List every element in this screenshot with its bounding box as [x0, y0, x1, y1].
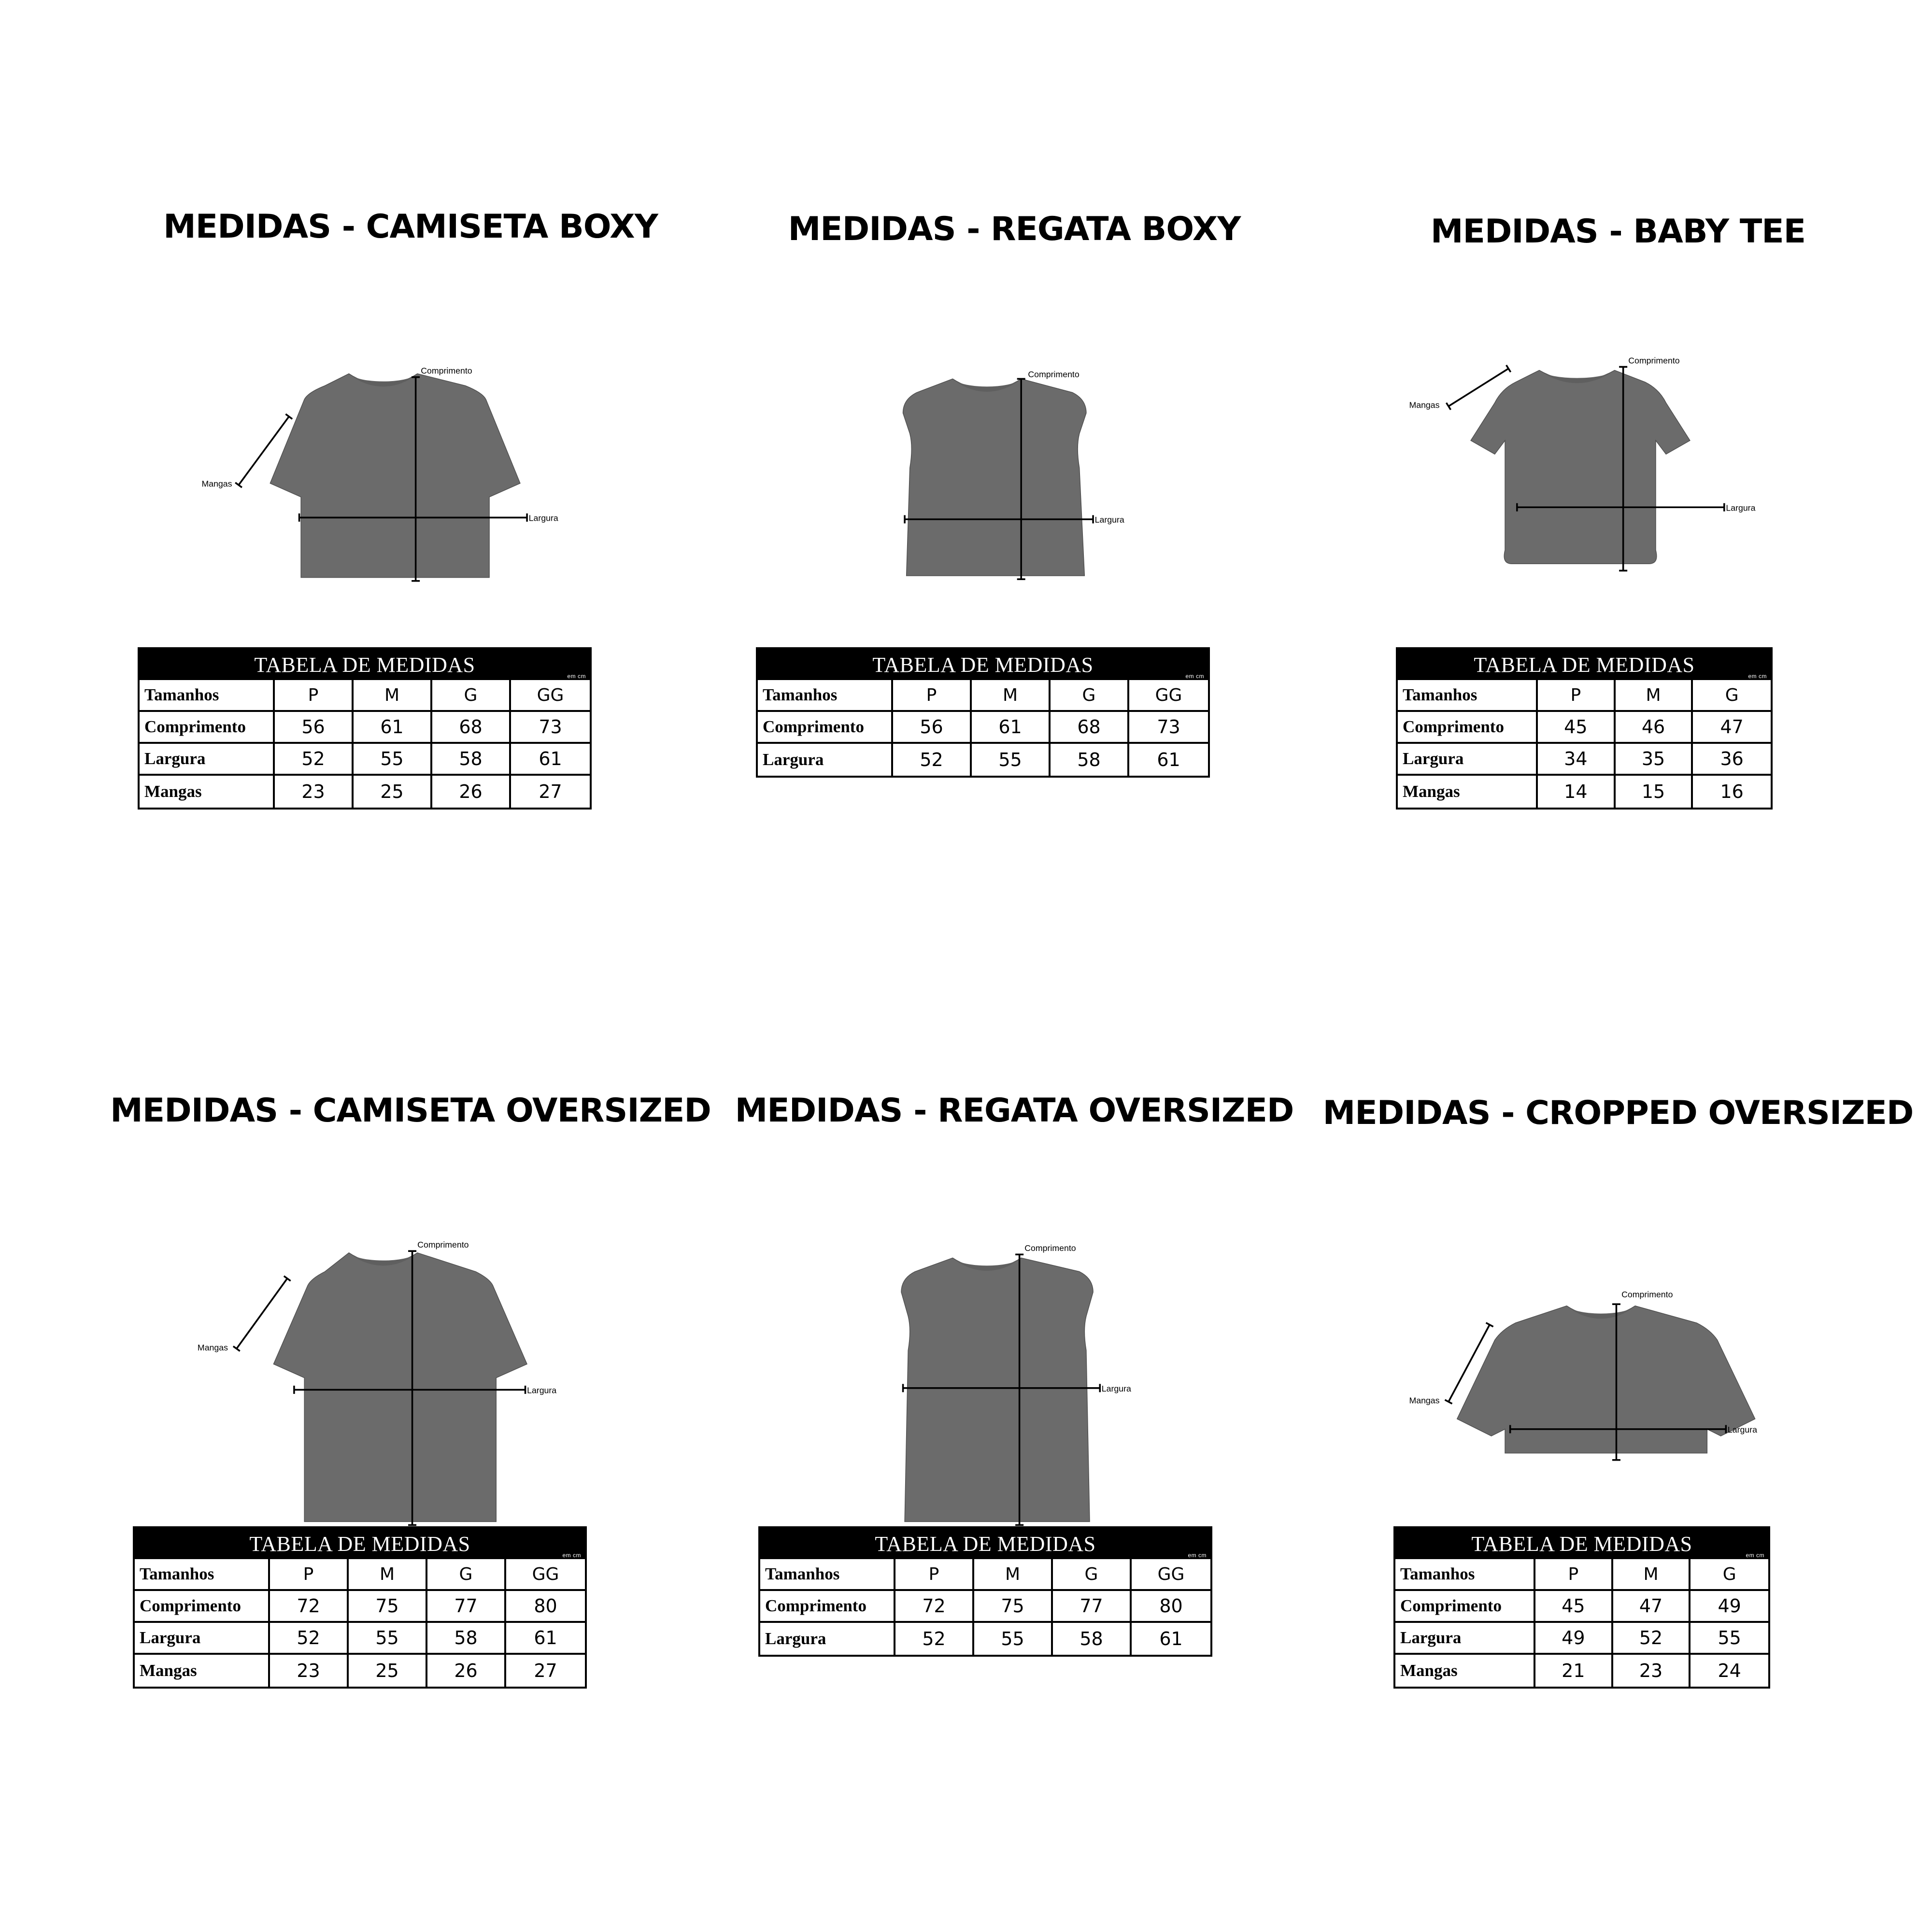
unit-note: em cm	[1748, 673, 1767, 680]
measure-label-cell: Mangas	[140, 776, 275, 808]
measure-value-cell: 80	[506, 1591, 585, 1623]
measure-value-cell: 73	[1129, 712, 1208, 744]
measure-label-cell: Largura	[1398, 744, 1538, 776]
size-table-header	[140, 649, 590, 680]
measure-value-cell: 52	[1613, 1623, 1691, 1655]
size-table-header	[1395, 1528, 1768, 1559]
size-label-cell: Tamanhos	[1398, 680, 1538, 712]
size-panel-cropped-tee	[1304, 1072, 1932, 1758]
measure-value-cell: 61	[354, 712, 432, 744]
measure-value-cell: 72	[270, 1591, 349, 1623]
size-table-grid	[1395, 1559, 1768, 1687]
sleeve-label: Mangas	[197, 1342, 228, 1352]
size-label-cell: Tamanhos	[140, 680, 275, 712]
unit-note: em cm	[567, 673, 586, 680]
measure-value-cell: 52	[893, 744, 972, 776]
garment-illustration	[97, 1169, 724, 1546]
measure-value-cell: 52	[270, 1623, 349, 1655]
size-table-grid	[758, 680, 1208, 776]
measure-label-cell: Largura	[758, 744, 893, 776]
measure-value-cell: 55	[354, 744, 432, 776]
measure-value-cell: 49	[1535, 1623, 1613, 1655]
measure-value-cell: 23	[1613, 1655, 1691, 1687]
size-table	[138, 647, 592, 810]
measure-value-cell: 55	[972, 744, 1051, 776]
measure-value-cell: 75	[974, 1591, 1053, 1623]
size-header-cell: M	[974, 1559, 1053, 1591]
measure-value-cell: 25	[349, 1655, 427, 1687]
measure-value-cell: 46	[1616, 712, 1693, 744]
measure-value-cell: 23	[270, 1655, 349, 1687]
measure-value-cell: 56	[893, 712, 972, 744]
measure-label-cell: Comprimento	[1398, 712, 1538, 744]
size-table-title: TABELA DE MEDIDAS	[1474, 653, 1695, 677]
unit-note: em cm	[1746, 1552, 1764, 1559]
measure-value-cell: 24	[1718, 1660, 1741, 1681]
size-header-cell: M	[354, 680, 432, 712]
size-header-cell: G	[1053, 1559, 1132, 1591]
measure-label-cell: Comprimento	[140, 712, 275, 744]
measure-label-cell: Mangas	[1398, 776, 1538, 808]
sleeve-label: Mangas	[201, 479, 232, 489]
measure-value-cell: 58	[1053, 1623, 1132, 1655]
measure-value-cell: 72	[895, 1591, 974, 1623]
measure-label-cell: Mangas	[135, 1655, 270, 1687]
size-header-cell: P	[270, 1559, 349, 1591]
measure-value-cell: 45	[1538, 712, 1616, 744]
measure-value-cell: 36	[1693, 744, 1771, 776]
size-header-cell: P	[893, 680, 972, 712]
size-header-cell: G	[1051, 680, 1129, 712]
measure-value-cell: 25	[354, 776, 432, 808]
size-header-cell: G	[427, 1559, 506, 1591]
measure-value-cell: 52	[275, 744, 354, 776]
size-table-title: TABELA DE MEDIDAS	[254, 653, 475, 677]
measure-label-cell: Largura	[140, 744, 275, 776]
panel-title: MEDIDAS - CROPPED OVERSIZED	[1322, 1094, 1914, 1132]
size-header-cell: M	[1616, 680, 1693, 712]
size-table-grid	[140, 680, 590, 808]
measure-value-cell: 21	[1535, 1655, 1613, 1687]
measure-value-cell: 47	[1693, 712, 1771, 744]
size-header-cell: GG	[506, 1559, 585, 1591]
size-label-cell: Tamanhos	[760, 1559, 895, 1591]
measure-value-cell: 80	[1132, 1591, 1210, 1623]
garment-illustration	[700, 1169, 1328, 1546]
unit-note: em cm	[1185, 673, 1204, 680]
size-header-cell: P	[275, 680, 354, 712]
garment-illustration	[1304, 290, 1932, 667]
measure-value-cell: 16	[1720, 781, 1744, 802]
garment-illustration	[97, 290, 724, 667]
measure-value-cell: 56	[275, 712, 354, 744]
measure-value-cell: 61	[972, 712, 1051, 744]
panel-title: MEDIDAS - CAMISETA BOXY	[163, 208, 658, 246]
size-table	[1393, 1526, 1770, 1689]
width-label: Largura	[1094, 515, 1124, 525]
size-table-header	[1398, 649, 1771, 680]
width-label: Largura	[1726, 503, 1756, 513]
size-table-grid	[135, 1559, 585, 1687]
garment-shape	[273, 1253, 527, 1522]
length-label: Comprimento	[417, 1240, 469, 1250]
garment-shape	[901, 1258, 1093, 1521]
size-header-cell: GG	[1129, 680, 1208, 712]
size-header-cell: P	[1538, 680, 1616, 712]
size-table-header	[135, 1528, 585, 1559]
measure-value-cell: 77	[1053, 1591, 1132, 1623]
unit-note: em cm	[1188, 1552, 1207, 1559]
size-table-header	[758, 649, 1208, 680]
size-table-grid	[760, 1559, 1210, 1655]
size-table-grid	[1398, 680, 1771, 808]
length-label: Comprimento	[421, 366, 472, 376]
measure-value-cell: 58	[1051, 744, 1129, 776]
measure-label-cell: Comprimento	[760, 1591, 895, 1623]
measure-label-cell: Largura	[135, 1623, 270, 1655]
measure-label-cell: Comprimento	[135, 1591, 270, 1623]
measure-value-cell: 34	[1538, 744, 1616, 776]
size-table	[133, 1526, 587, 1689]
unit-note: em cm	[562, 1552, 581, 1559]
measure-value-cell: 73	[511, 712, 590, 744]
size-panel-boxy-tee	[97, 193, 724, 879]
measure-value-cell: 55	[974, 1623, 1053, 1655]
measure-value-cell: 47	[1613, 1591, 1691, 1623]
measure-value-cell: 27	[539, 781, 562, 802]
garment-illustration	[700, 290, 1328, 667]
size-panel-baby-tee	[1304, 193, 1932, 879]
measure-value-cell: 55	[1690, 1623, 1768, 1655]
size-header-cell: M	[349, 1559, 427, 1591]
size-table	[756, 647, 1210, 778]
measure-value-cell: 27	[534, 1660, 557, 1681]
width-label: Largura	[1727, 1425, 1757, 1435]
measure-value-cell: 26	[432, 776, 511, 808]
measure-value-cell: 26	[427, 1655, 506, 1687]
measure-value-cell: 15	[1616, 776, 1693, 808]
garment-shape	[1457, 1306, 1755, 1453]
size-header-cell: M	[1613, 1559, 1691, 1591]
size-table	[1396, 647, 1773, 810]
measure-label-cell: Comprimento	[1395, 1591, 1535, 1623]
size-header-cell: GG	[511, 680, 590, 712]
measure-value-cell: 61	[1159, 1628, 1183, 1649]
garment-shape	[903, 379, 1086, 576]
measure-value-cell: 61	[511, 744, 590, 776]
size-header-cell: M	[972, 680, 1051, 712]
measure-value-cell: 55	[349, 1623, 427, 1655]
panel-title: MEDIDAS - REGATA BOXY	[788, 210, 1241, 248]
measure-label-cell: Largura	[1395, 1623, 1535, 1655]
measure-value-cell: 49	[1690, 1591, 1768, 1623]
size-table-title: TABELA DE MEDIDAS	[875, 1532, 1096, 1556]
size-header-cell: G	[432, 680, 511, 712]
garment-shape	[1471, 370, 1690, 564]
panel-title: MEDIDAS - BABY TEE	[1430, 213, 1806, 251]
size-header-cell: P	[895, 1559, 974, 1591]
size-table-header	[760, 1528, 1210, 1559]
size-table	[758, 1526, 1212, 1657]
length-label: Comprimento	[1628, 355, 1680, 366]
measure-label-cell: Largura	[760, 1623, 895, 1655]
measure-value-cell: 61	[506, 1623, 585, 1655]
size-table-title: TABELA DE MEDIDAS	[249, 1532, 470, 1556]
size-table-title: TABELA DE MEDIDAS	[872, 653, 1094, 677]
panel-title: MEDIDAS - REGATA OVERSIZED	[735, 1092, 1294, 1130]
size-panel-oversized-tee	[97, 1072, 724, 1758]
size-label-cell: Tamanhos	[135, 1559, 270, 1591]
size-panel-oversized-tank	[700, 1072, 1328, 1758]
measure-value-cell: 77	[427, 1591, 506, 1623]
measure-value-cell: 45	[1535, 1591, 1613, 1623]
size-header-cell: G	[1693, 680, 1771, 712]
sleeve-label: Mangas	[1409, 1395, 1440, 1406]
measure-label-cell: Mangas	[1395, 1655, 1535, 1687]
length-label: Comprimento	[1028, 369, 1080, 379]
measure-label-cell: Comprimento	[758, 712, 893, 744]
measure-value-cell: 61	[1157, 749, 1180, 770]
length-label: Comprimento	[1621, 1289, 1673, 1299]
size-header-cell: G	[1690, 1559, 1768, 1591]
garment-shape	[270, 374, 520, 578]
size-table-title: TABELA DE MEDIDAS	[1471, 1532, 1692, 1556]
measure-value-cell: 68	[432, 712, 511, 744]
measure-value-cell: 58	[432, 744, 511, 776]
size-label-cell: Tamanhos	[1395, 1559, 1535, 1591]
measure-value-cell: 14	[1538, 776, 1616, 808]
size-header-cell: P	[1535, 1559, 1613, 1591]
width-label: Largura	[527, 1385, 557, 1395]
measure-value-cell: 23	[275, 776, 354, 808]
measure-value-cell: 75	[349, 1591, 427, 1623]
measure-value-cell: 68	[1051, 712, 1129, 744]
garment-illustration	[1304, 1169, 1932, 1546]
size-panel-boxy-tank	[700, 193, 1328, 879]
sleeve-label: Mangas	[1409, 400, 1440, 410]
size-header-cell: GG	[1132, 1559, 1210, 1591]
length-label: Comprimento	[1024, 1243, 1076, 1253]
sleeve-measure-line	[233, 1276, 291, 1351]
measure-value-cell: 35	[1616, 744, 1693, 776]
size-label-cell: Tamanhos	[758, 680, 893, 712]
width-label: Largura	[528, 513, 558, 523]
width-label: Largura	[1101, 1383, 1131, 1393]
panel-title: MEDIDAS - CAMISETA OVERSIZED	[110, 1092, 711, 1130]
measure-value-cell: 52	[895, 1623, 974, 1655]
measure-value-cell: 58	[427, 1623, 506, 1655]
